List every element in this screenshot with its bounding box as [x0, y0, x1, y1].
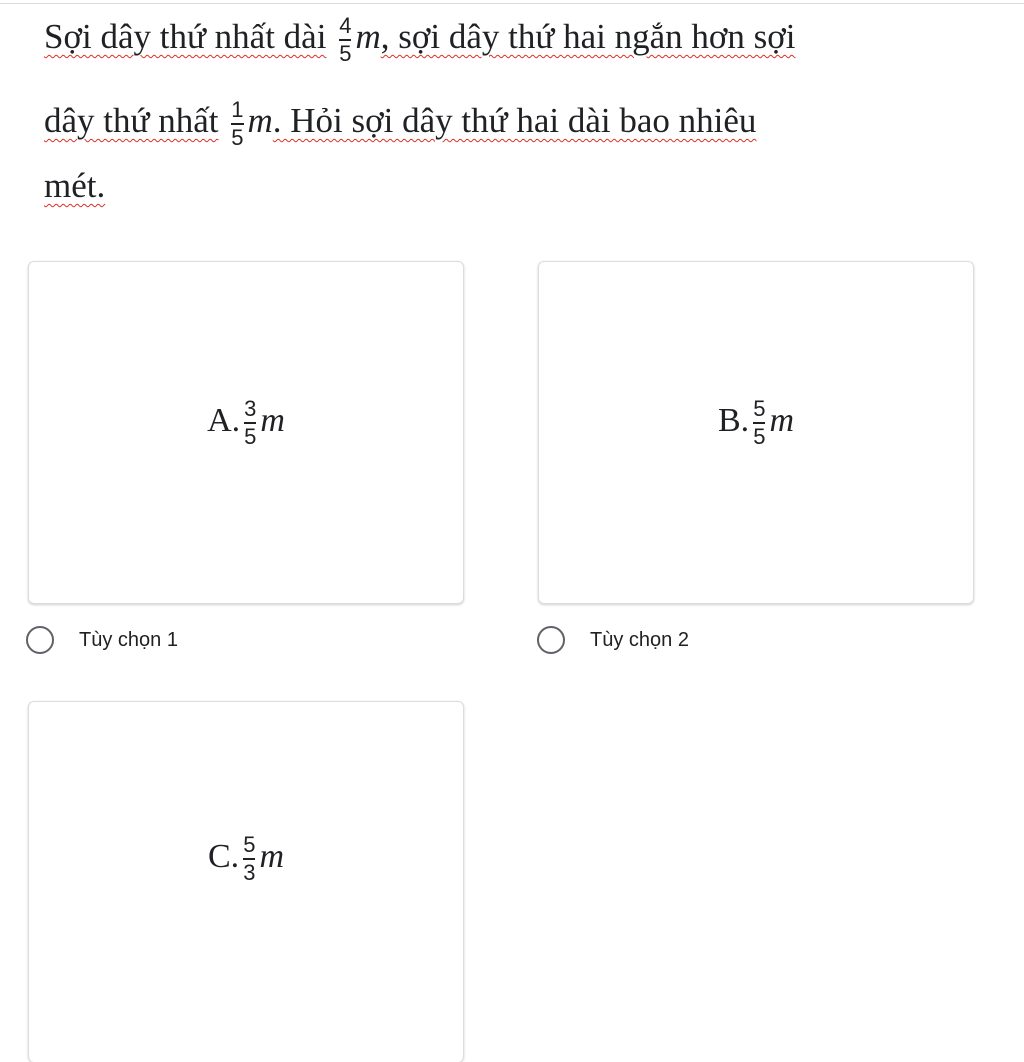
- option-label[interactable]: Tùy chọn 1: [79, 628, 178, 651]
- option-prefix: C.: [208, 837, 240, 875]
- option-fraction: [753, 397, 765, 449]
- unit-variable: m: [260, 401, 285, 439]
- fraction-denominator: 5: [231, 125, 244, 150]
- top-divider: [0, 3, 1024, 4]
- option-2-radio-row[interactable]: [537, 620, 689, 660]
- option-c-content: [29, 833, 463, 885]
- option-card-b[interactable]: [538, 261, 974, 604]
- unit-variable: m: [769, 401, 794, 439]
- question-text-part: dây thứ nhất: [44, 101, 219, 141]
- option-card-a[interactable]: [28, 261, 464, 604]
- unit-variable: m: [259, 837, 284, 875]
- fraction-numerator: 4: [339, 13, 352, 38]
- option-b-content: [539, 397, 973, 449]
- unit-variable: m: [247, 101, 273, 141]
- question-line-2: [44, 98, 756, 170]
- question-text-part: , sợi dây thứ hai ngắn hơn sợi: [380, 17, 796, 57]
- option-a-content: [29, 397, 463, 449]
- fraction-four-fifths: [339, 14, 351, 66]
- option-card-c[interactable]: [28, 701, 464, 1062]
- radio-button[interactable]: [537, 626, 565, 654]
- fraction-one-fifth: [231, 98, 243, 150]
- fraction-numerator: 1: [231, 97, 244, 122]
- fraction-numerator: 5: [753, 396, 766, 421]
- question-line-1: [44, 14, 795, 86]
- option-label[interactable]: Tùy chọn 2: [590, 628, 689, 651]
- question-text-part: Sợi dây thứ nhất dài: [44, 17, 327, 57]
- question-line-3: [44, 166, 105, 238]
- question-text-part: . Hỏi sợi dây thứ hai dài bao nhiêu: [272, 101, 757, 141]
- fraction-denominator: 5: [244, 424, 257, 449]
- fraction-denominator: 5: [339, 41, 352, 66]
- fraction-denominator: 5: [753, 424, 766, 449]
- unit-variable: m: [355, 17, 381, 57]
- option-fraction: [243, 833, 255, 885]
- option-prefix: B.: [718, 401, 750, 439]
- option-1-radio-row[interactable]: [26, 620, 178, 660]
- fraction-denominator: 3: [243, 860, 256, 885]
- fraction-numerator: 3: [244, 396, 257, 421]
- fraction-numerator: 5: [243, 832, 256, 857]
- option-fraction: [244, 397, 256, 449]
- question-text-part: mét.: [44, 166, 106, 205]
- radio-button[interactable]: [26, 626, 54, 654]
- option-prefix: A.: [207, 401, 241, 439]
